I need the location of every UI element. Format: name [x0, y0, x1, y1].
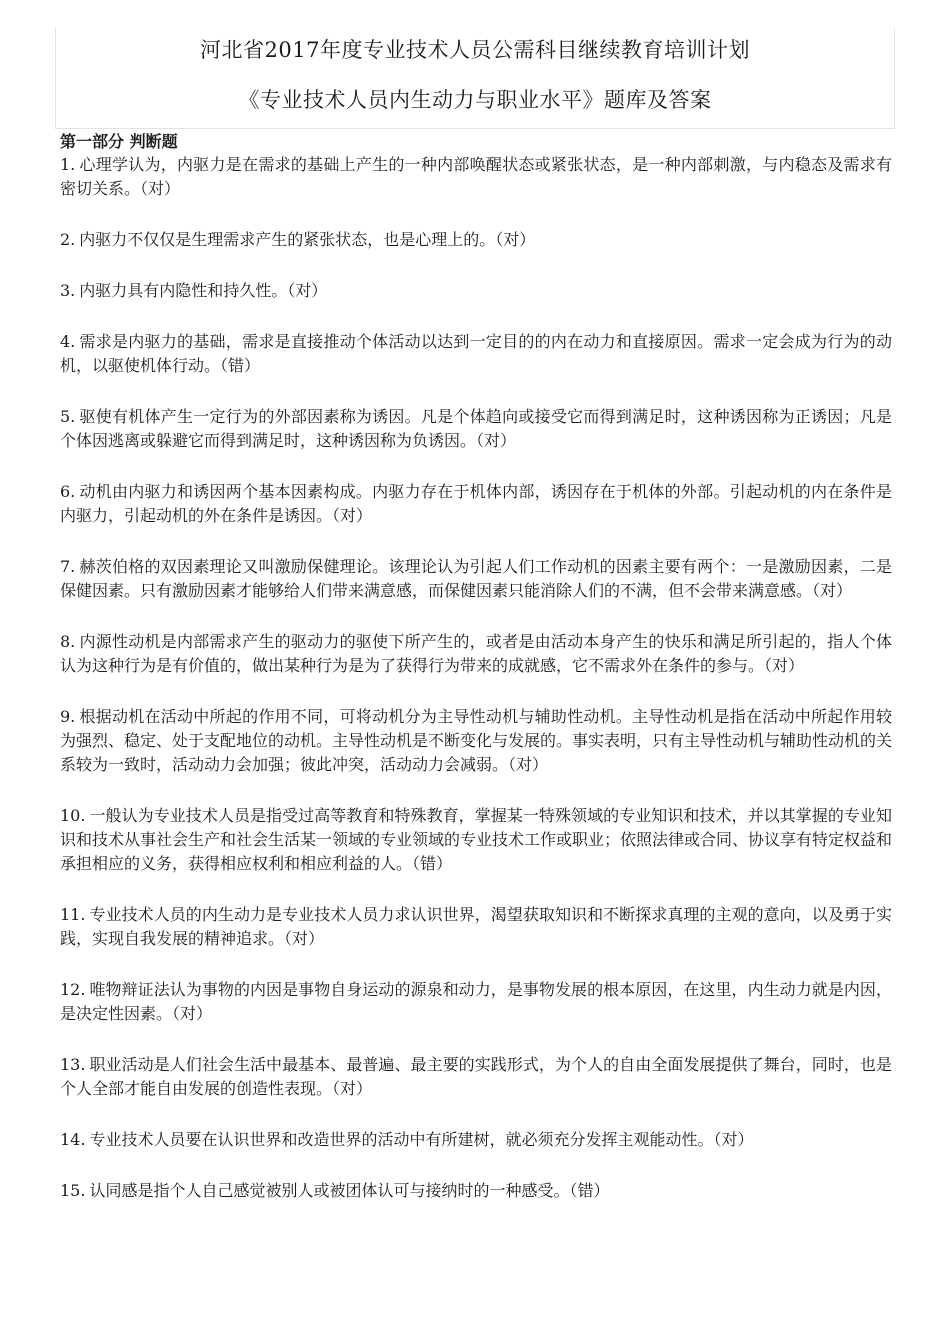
question-text: 需求是内驱力的基础，需求是直接推动个体活动以达到一定目的的内在动力和直接原因。需求一定会成为行为的动机，以驱使机体行动。（错） [60, 332, 892, 375]
title-block [55, 28, 895, 129]
question-number: 7. [60, 557, 76, 576]
document-title: 河北省2017年度专业技术人员公需科目继续教育培训计划 [200, 38, 750, 62]
question-text: 内驱力不仅仅是生理需求产生的紧张状态，也是心理上的。（对） [79, 230, 536, 249]
question-item [60, 555, 892, 603]
question-number: 13. [60, 1055, 86, 1074]
question-text: 认同感是指个人自己感觉被别人或被团体认可与接纳时的一种感受。（错） [89, 1181, 610, 1200]
question-item [60, 279, 892, 303]
question-number: 3. [60, 281, 76, 300]
question-text: 内驱力具有内隐性和持久性。（对） [79, 281, 328, 300]
question-number: 6. [60, 482, 76, 501]
question-text: 驱使有机体产生一定行为的外部因素称为诱因。凡是个体趋向或接受它而得到满足时，这种诱因称为正诱因；凡是个体因逃离或躲避它而得到满足时，这种诱因称为负诱因。（对） [60, 407, 892, 450]
question-number: 2. [60, 230, 76, 249]
question-item [60, 153, 892, 201]
question-number: 8. [60, 632, 76, 651]
question-number: 10. [60, 806, 86, 825]
question-number: 1. [60, 155, 76, 174]
question-number: 11. [60, 905, 86, 924]
question-number: 12. [60, 980, 86, 999]
question-item [60, 330, 892, 378]
question-item [60, 978, 892, 1026]
section-heading: 第一部分 判断题 [60, 132, 178, 151]
question-item [60, 804, 892, 876]
question-text: 一般认为专业技术人员是指受过高等教育和特殊教育，掌握某一特殊领域的专业知识和技术，并以其掌握的专业知识和技术从事社会生产和社会生活某一领域的专业领域的专业技术工作或职业；依照法律或合同、协议享有特定权益和承担相应的义务，获得相应权利和相应利益的人。（错） [60, 806, 893, 873]
question-text: 专业技术人员要在认识世界和改造世界的活动中有所建树，就必须充分发挥主观能动性。（对） [89, 1130, 754, 1149]
question-number: 15. [60, 1181, 86, 1200]
question-item [60, 480, 892, 528]
question-text: 根据动机在活动中所起的作用不同，可将动机分为主导性动机与辅助性动机。主导性动机是指在活动中所起作用较为强烈、稳定、处于支配地位的动机。主导性动机是不断变化与发展的。事实表明，只有主导性动机与辅助性动机的关系较为一致时，活动动力会加强；彼此冲突，活动动力会减弱。（对） [60, 707, 893, 774]
question-item [60, 903, 892, 951]
question-text: 专业技术人员的内生动力是专业技术人员力求认识世界，渴望获取知识和不断探求真理的主观的意向，以及勇于实践，实现自我发展的精神追求。（对） [60, 905, 892, 948]
question-item [60, 1053, 892, 1101]
question-text: 职业活动是人们社会生活中最基本、最普遍、最主要的实践形式，为个人的自由全面发展提供了舞台，同时，也是个人全部才能自由发展的创造性表现。（对） [60, 1055, 892, 1098]
question-number: 9. [60, 707, 76, 726]
question-text: 心理学认为，内驱力是在需求的基础上产生的一种内部唤醒状态或紧张状态，是一种内部刺激，与内稳态及需求有密切关系。（对） [60, 155, 892, 198]
question-text: 动机由内驱力和诱因两个基本因素构成。内驱力存在于机体内部，诱因存在于机体的外部。引起动机的内在条件是内驱力，引起动机的外在条件是诱因。（对） [60, 482, 892, 525]
question-number: 14. [60, 1130, 86, 1149]
question-item [60, 405, 892, 453]
question-item [60, 630, 892, 678]
question-item [60, 705, 892, 777]
document-subtitle: 《专业技术人员内生动力与职业水平》题库及答案 [238, 88, 712, 112]
question-item [60, 1128, 892, 1152]
question-list [60, 153, 892, 1203]
question-number: 4. [60, 332, 76, 351]
question-number: 5. [60, 407, 76, 426]
question-text: 唯物辩证法认为事物的内因是事物自身运动的源泉和动力，是事物发展的根本原因，在这里，内生动力就是内因，是决定性因素。（对） [60, 980, 892, 1023]
question-item [60, 228, 892, 252]
question-text: 内源性动机是内部需求产生的驱动力的驱使下所产生的，或者是由活动本身产生的快乐和满足所引起的，指人个体认为这种行为是有价值的，做出某种行为是为了获得行为带来的成就感，它不需求外在条件的参与。（对） [60, 632, 892, 675]
question-text: 赫茨伯格的双因素理论又叫激励保健理论。该理论认为引起人们工作动机的因素主要有两个：一是激励因素，二是保健因素。只有激励因素才能够给人们带来满意感，而保健因素只能消除人们的不满，但不会带来满意感。（对） [60, 557, 892, 600]
question-item [60, 1179, 892, 1203]
